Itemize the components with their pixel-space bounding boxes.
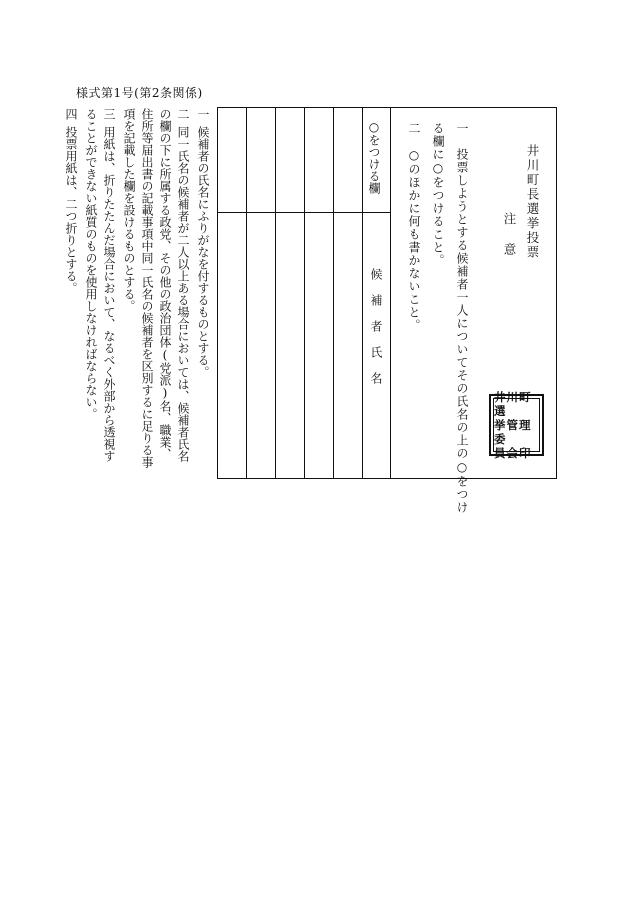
candidate-row-divider-2 — [275, 108, 276, 478]
candidate-row-divider-3 — [304, 108, 305, 478]
note-4 — [62, 108, 80, 468]
candidate-column-label: 候補者氏名 — [369, 268, 383, 398]
note-number: 一 — [196, 108, 210, 120]
seal-line-3: 員会印 — [494, 446, 532, 460]
instruction-line-3: 二 ○のほかに何も書かないこと。 — [407, 122, 421, 332]
instruction-line-2: る欄に○をつけること。 — [431, 122, 445, 267]
notes-section — [64, 108, 212, 468]
note-number: 三 — [102, 108, 116, 120]
instruction-line-1: 一 投票しようとする候補者一人についてその氏名の上の○をつけ — [455, 122, 469, 514]
mark-candidate-divider — [218, 212, 390, 213]
note-text: 候補者の氏名にふりがなを付するものとする。 — [196, 126, 210, 378]
note-text: 投票用紙は、二つ折りとする。 — [64, 126, 78, 294]
note-text: 同一氏名の候補者が二人以上ある場合においては、候補者氏名の欄の下に所属する政党、その他の政治団体(党派)名、職業、住所等届出書の記載事項中同一氏名の候補者を区別するに足りる事項を記載した欄を設けるものとする。 — [122, 108, 190, 468]
seal-line-2: 挙管理委 — [494, 418, 532, 446]
note-number: 四 — [64, 108, 78, 120]
note-2 — [120, 108, 192, 468]
note-3 — [82, 108, 118, 468]
candidate-row-divider-1 — [246, 108, 247, 478]
header-divider — [390, 108, 391, 478]
ballot-title: 井川町長選挙投票 — [525, 144, 540, 260]
note-text: 用紙は、折りたたんだ場合において、なるべく外部から透視することができない紙質のものを使用しなければならない。 — [84, 108, 116, 462]
form-label: 様式第1号(第2条関係) — [76, 86, 203, 100]
note-number: 二 — [176, 108, 190, 120]
candidate-row-divider-5 — [362, 108, 363, 478]
seal-line-1: 井川町選 — [494, 390, 532, 418]
chui-heading: 注意 — [502, 212, 517, 273]
official-seal — [489, 390, 544, 460]
candidate-row-divider-4 — [333, 108, 334, 478]
mark-column-label: ○をつける欄 — [367, 120, 381, 194]
note-1 — [194, 108, 212, 468]
